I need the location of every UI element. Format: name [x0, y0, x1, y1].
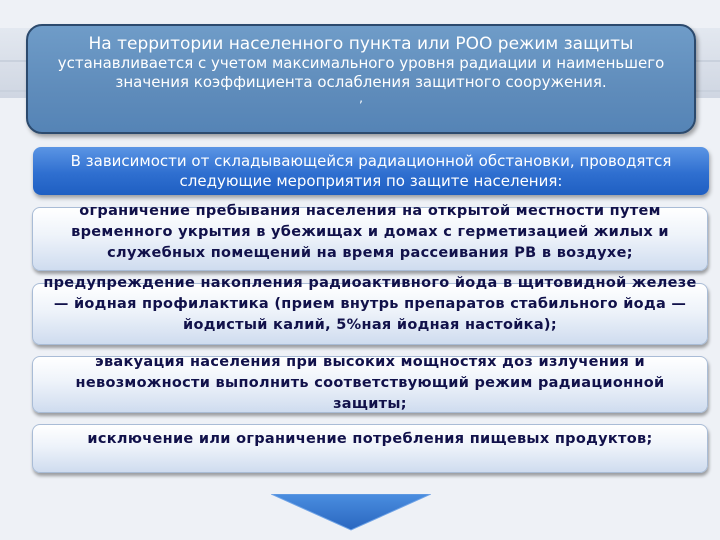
- intro-text: В зависимости от складывающейся радиационной обстановки, проводятся следующие мероприятия по защите населения:: [70, 152, 672, 190]
- measure-text: эвакуация населения при высоких мощностях доз излучения и невозможности выполнить соответствующий режим радиационной защиты;: [75, 354, 665, 412]
- measure-text: исключение или ограничение потребления пищевых продуктов;: [87, 431, 653, 447]
- down-arrow-icon: [271, 494, 431, 534]
- measure-item: [32, 275, 708, 345]
- measure-item: [32, 424, 708, 473]
- header-mark: ,: [359, 91, 363, 105]
- intro-box: [33, 147, 709, 195]
- measure-text: ограничение пребывания населения на открытой местности путем временного укрытия в убежищах и домах с герметизацией жилых и служебных помещений на время рассеивания РВ в воздухе;: [71, 203, 669, 261]
- measure-text: предупреждение накопления радиоактивного йода в щитовидной железе — йодная профилактика (прием внутрь препаратов стабильного йода — йодистый калий, 5%ная йодная настойка);: [43, 275, 697, 333]
- measure-item: [32, 203, 708, 271]
- header-box: [26, 24, 696, 134]
- header-line1: На территории населенного пункта или РОО режим защиты: [88, 34, 634, 54]
- measure-item: [32, 356, 708, 413]
- header-line2: устанавливается с учетом максимального уровня радиации и наименьшего значения коэффициента ослабления защитного сооружения.: [57, 54, 665, 91]
